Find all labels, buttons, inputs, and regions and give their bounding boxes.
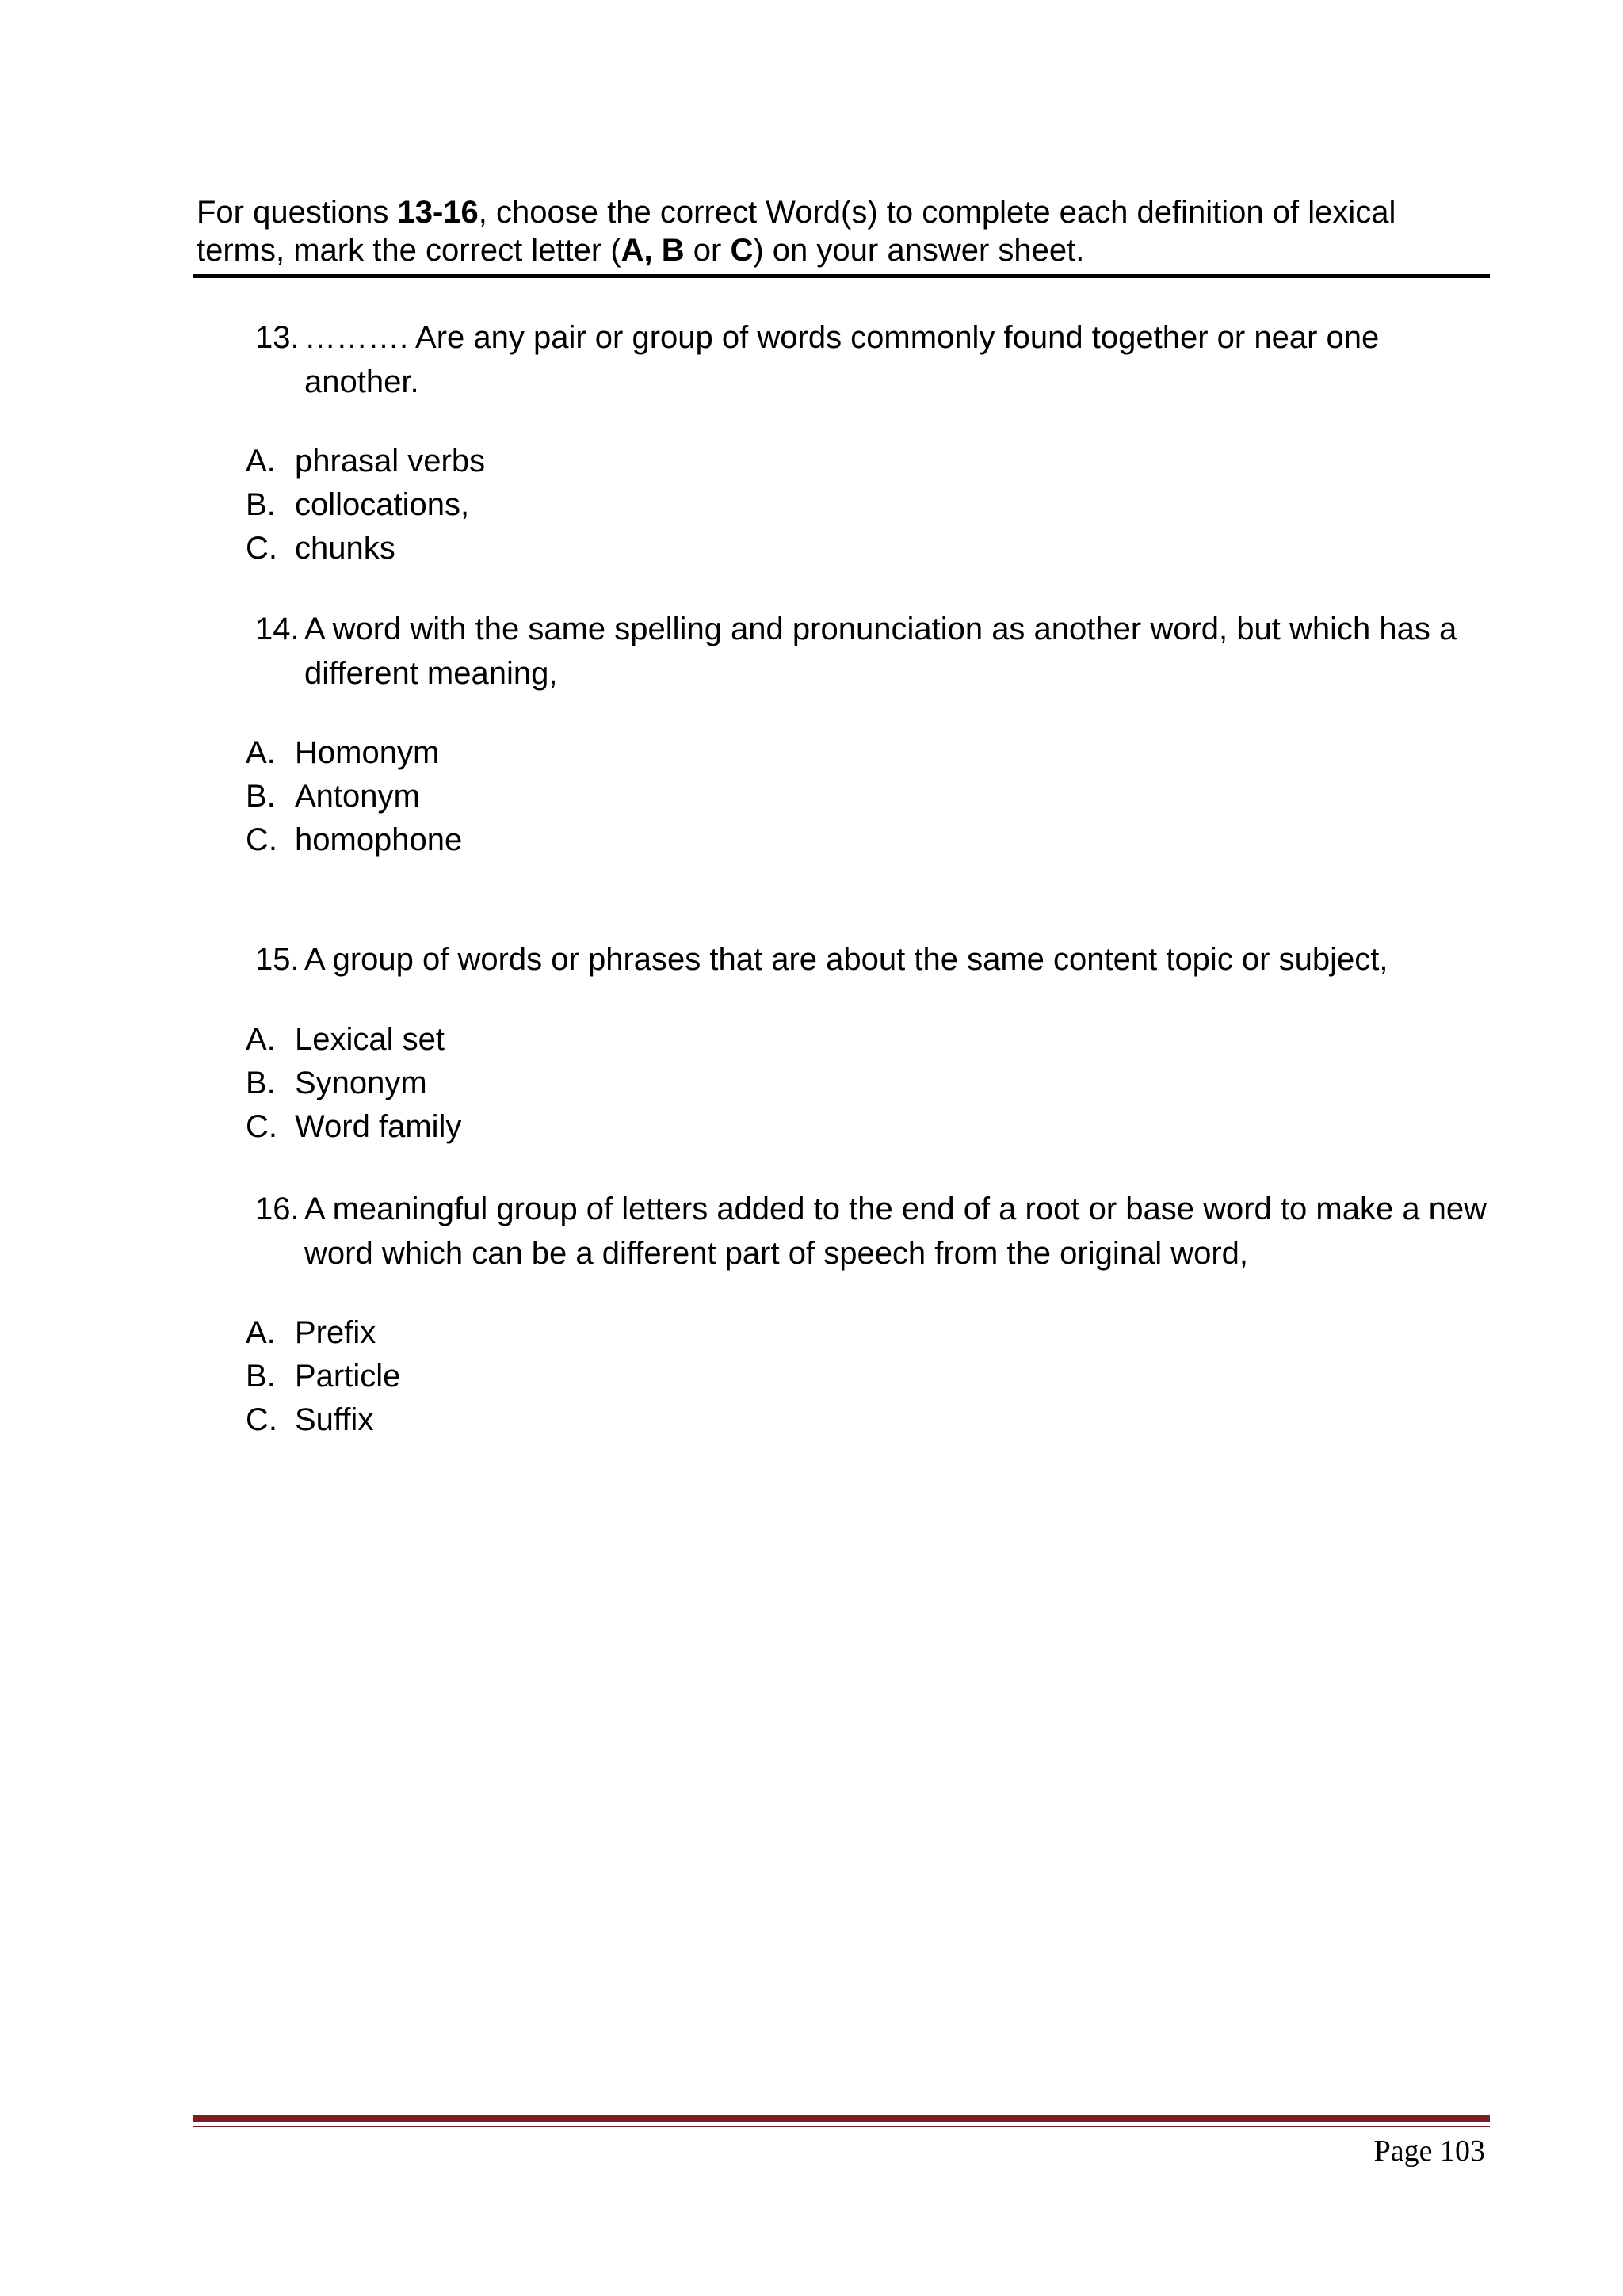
option-text: Prefix [295, 1315, 376, 1350]
option-letter: C. [246, 822, 277, 857]
option-letter: A. [246, 1022, 276, 1057]
instructions-text-3: or [684, 233, 731, 268]
option-letter: C. [246, 1402, 277, 1437]
answer-letters-ab: A, B [621, 233, 685, 268]
option-letter: B. [246, 779, 276, 814]
option-text: collocations, [295, 487, 470, 522]
option-text: Word family [295, 1109, 462, 1144]
option-text: chunks [295, 531, 395, 566]
question-number: 15. [255, 942, 300, 977]
option-letter: A. [246, 1315, 276, 1350]
instructions-paragraph [197, 193, 1480, 269]
option-letter: A. [246, 735, 276, 770]
question-text: A word with the same spelling and pronunciation as another word, but which has a different meaning, [304, 612, 1457, 691]
instructions-text-1: For questions [197, 195, 398, 230]
option-text: Antonym [295, 779, 420, 814]
option-text: Homonym [295, 735, 440, 770]
instructions-text-2: , choose the correct Word(s) to complete each definition of lexical terms, mark the correct letter ( [197, 195, 1396, 268]
instructions-divider [193, 274, 1490, 278]
question-16 [255, 1187, 1491, 1276]
footer-rule-thin [193, 2126, 1490, 2127]
option-text: Particle [295, 1359, 401, 1394]
question-text: A meaningful group of letters added to the end of a root or base word to make a new word which can be a different part of speech from the original word, [304, 1192, 1487, 1271]
question-text: A group of words or phrases that are about the same content topic or subject, [304, 942, 1388, 977]
option-text: Suffix [295, 1402, 374, 1437]
question-number: 14. [255, 612, 300, 646]
question-number: 16. [255, 1192, 300, 1226]
question-14 [255, 607, 1491, 696]
option-text: Lexical set [295, 1022, 445, 1057]
option-letter: C. [246, 531, 277, 566]
question-15 [255, 937, 1491, 982]
instructions-text-4: ) on your answer sheet. [753, 233, 1085, 268]
question-number: 13. [255, 320, 300, 355]
option-letter: B. [246, 487, 276, 522]
footer-rule-thick [193, 2115, 1490, 2122]
option-text: phrasal verbs [295, 444, 486, 479]
option-text: homophone [295, 822, 463, 857]
option-letter: B. [246, 1359, 276, 1394]
option-text: Synonym [295, 1066, 427, 1100]
question-range: 13-16 [397, 195, 479, 230]
question-text: ………. Are any pair or group of words commonly found together or near one another. [304, 320, 1380, 399]
option-letter: A. [246, 444, 276, 479]
page-number: Page 103 [1373, 2134, 1485, 2168]
answer-letter-c: C [730, 233, 754, 268]
option-letter: B. [246, 1066, 276, 1100]
option-letter: C. [246, 1109, 277, 1144]
question-13 [255, 315, 1491, 404]
